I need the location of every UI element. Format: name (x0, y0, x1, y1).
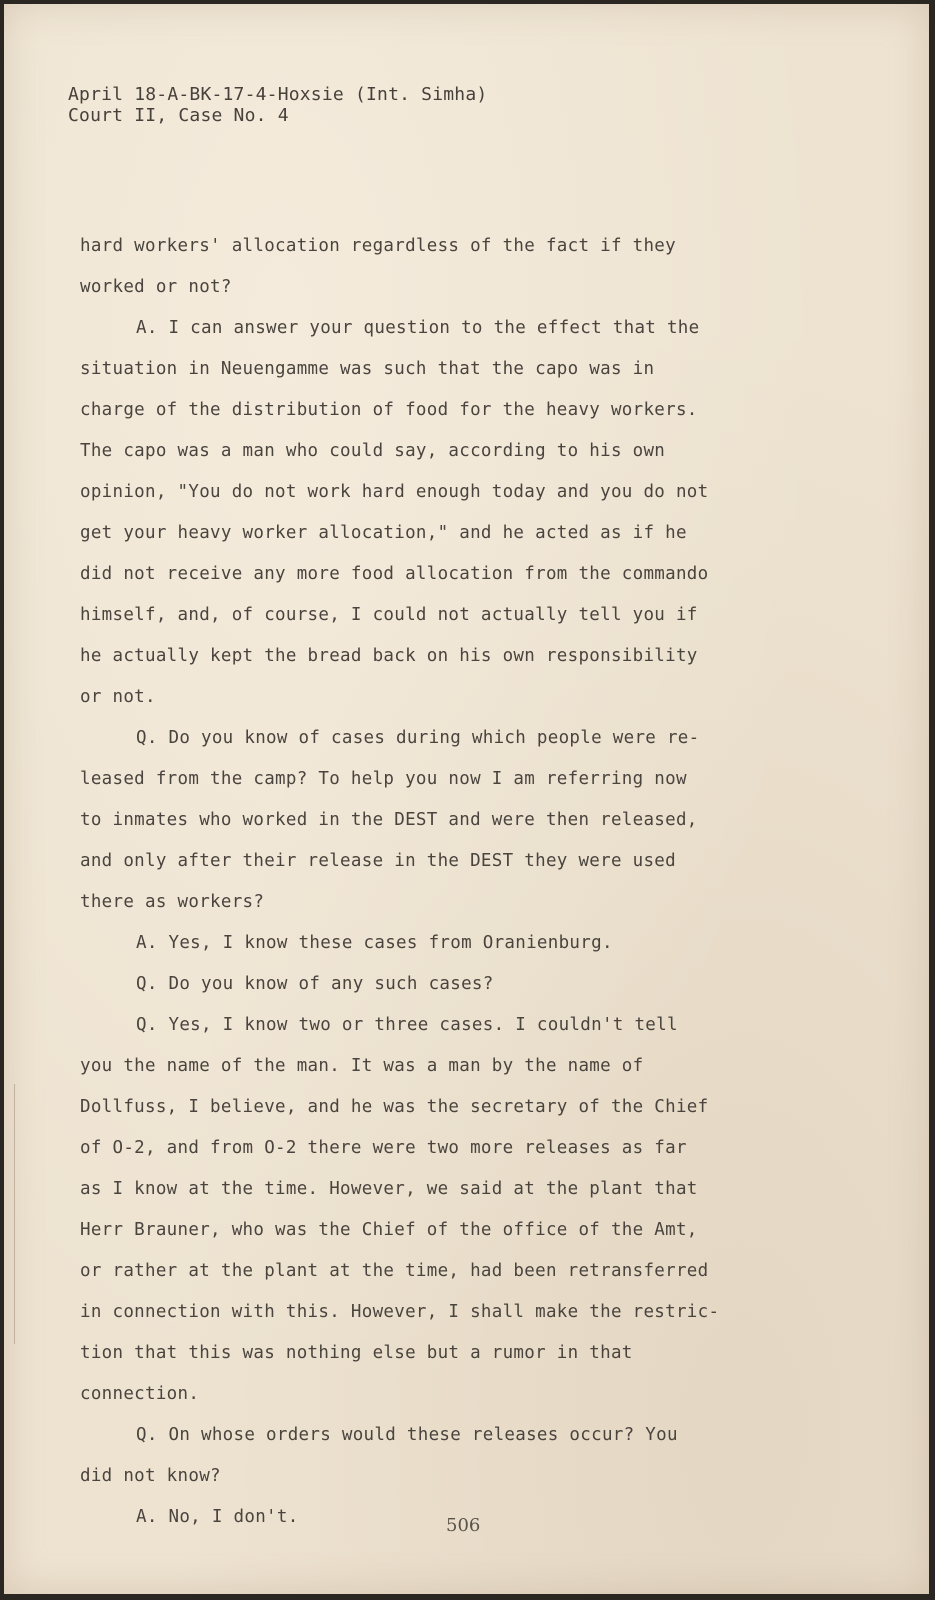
text-line: did not receive any more food allocation from the commando (80, 564, 709, 584)
margin-scratch (14, 1084, 25, 1344)
text-line: The capo was a man who could say, according to his own (80, 441, 666, 461)
header-reference-line: April 18-A-BK-17-4-Hoxsie (Int. Simha) (68, 84, 488, 105)
text-line: Herr Brauner, who was the Chief of the office of the Amt, (80, 1220, 698, 1240)
text-line: there as workers? (80, 892, 265, 912)
text-line: you the name of the man. It was a man by the name of (80, 1056, 644, 1076)
text-line: get your heavy worker allocation," and he acted as if he (80, 523, 687, 543)
text-line: tion that this was nothing else but a rumor in that (80, 1343, 633, 1363)
text-line: Q. Do you know of cases during which people were re- (136, 728, 700, 748)
text-line: Q. On whose orders would these releases occur? You (136, 1425, 678, 1445)
text-line: A. No, I don't. (136, 1507, 299, 1527)
text-line: worked or not? (80, 277, 232, 297)
text-line: opinion, "You do not work hard enough today and you do not (80, 482, 709, 502)
document-header (68, 84, 487, 126)
text-line: leased from the camp? To help you now I am referring now (80, 769, 687, 789)
text-line: of O-2, and from O-2 there were two more releases as far (80, 1138, 687, 1158)
text-line: charge of the distribution of food for the heavy workers. (80, 400, 698, 420)
text-line: as I know at the time. However, we said at the plant that (80, 1179, 698, 1199)
text-line: hard workers' allocation regardless of the fact if they (80, 236, 676, 256)
text-line: Q. Yes, I know two or three cases. I couldn't tell (136, 1015, 678, 1035)
text-line: A. I can answer your question to the effect that the (136, 318, 700, 338)
text-line: A. Yes, I know these cases from Oranienburg. (136, 933, 613, 953)
transcript-body (80, 226, 880, 1538)
text-line: to inmates who worked in the DEST and were then released, (80, 810, 698, 830)
text-line: Dollfuss, I believe, and he was the secretary of the Chief (80, 1097, 709, 1117)
text-line: connection. (80, 1384, 200, 1404)
text-line: and only after their release in the DEST they were used (80, 851, 676, 871)
text-line: or not. (80, 687, 156, 707)
text-line: or rather at the plant at the time, had been retransferred (80, 1261, 709, 1281)
text-line: himself, and, of course, I could not actually tell you if (80, 605, 698, 625)
page-number: 506 (446, 1515, 481, 1536)
text-line: situation in Neuengamme was such that the capo was in (80, 359, 655, 379)
document-page (4, 4, 929, 1594)
text-line: in connection with this. However, I shall make the restric- (80, 1302, 720, 1322)
text-line: Q. Do you know of any such cases? (136, 974, 494, 994)
text-line: did not know? (80, 1466, 221, 1486)
text-line: he actually kept the bread back on his own responsibility (80, 646, 698, 666)
header-court-line: Court II, Case No. 4 (68, 105, 289, 126)
